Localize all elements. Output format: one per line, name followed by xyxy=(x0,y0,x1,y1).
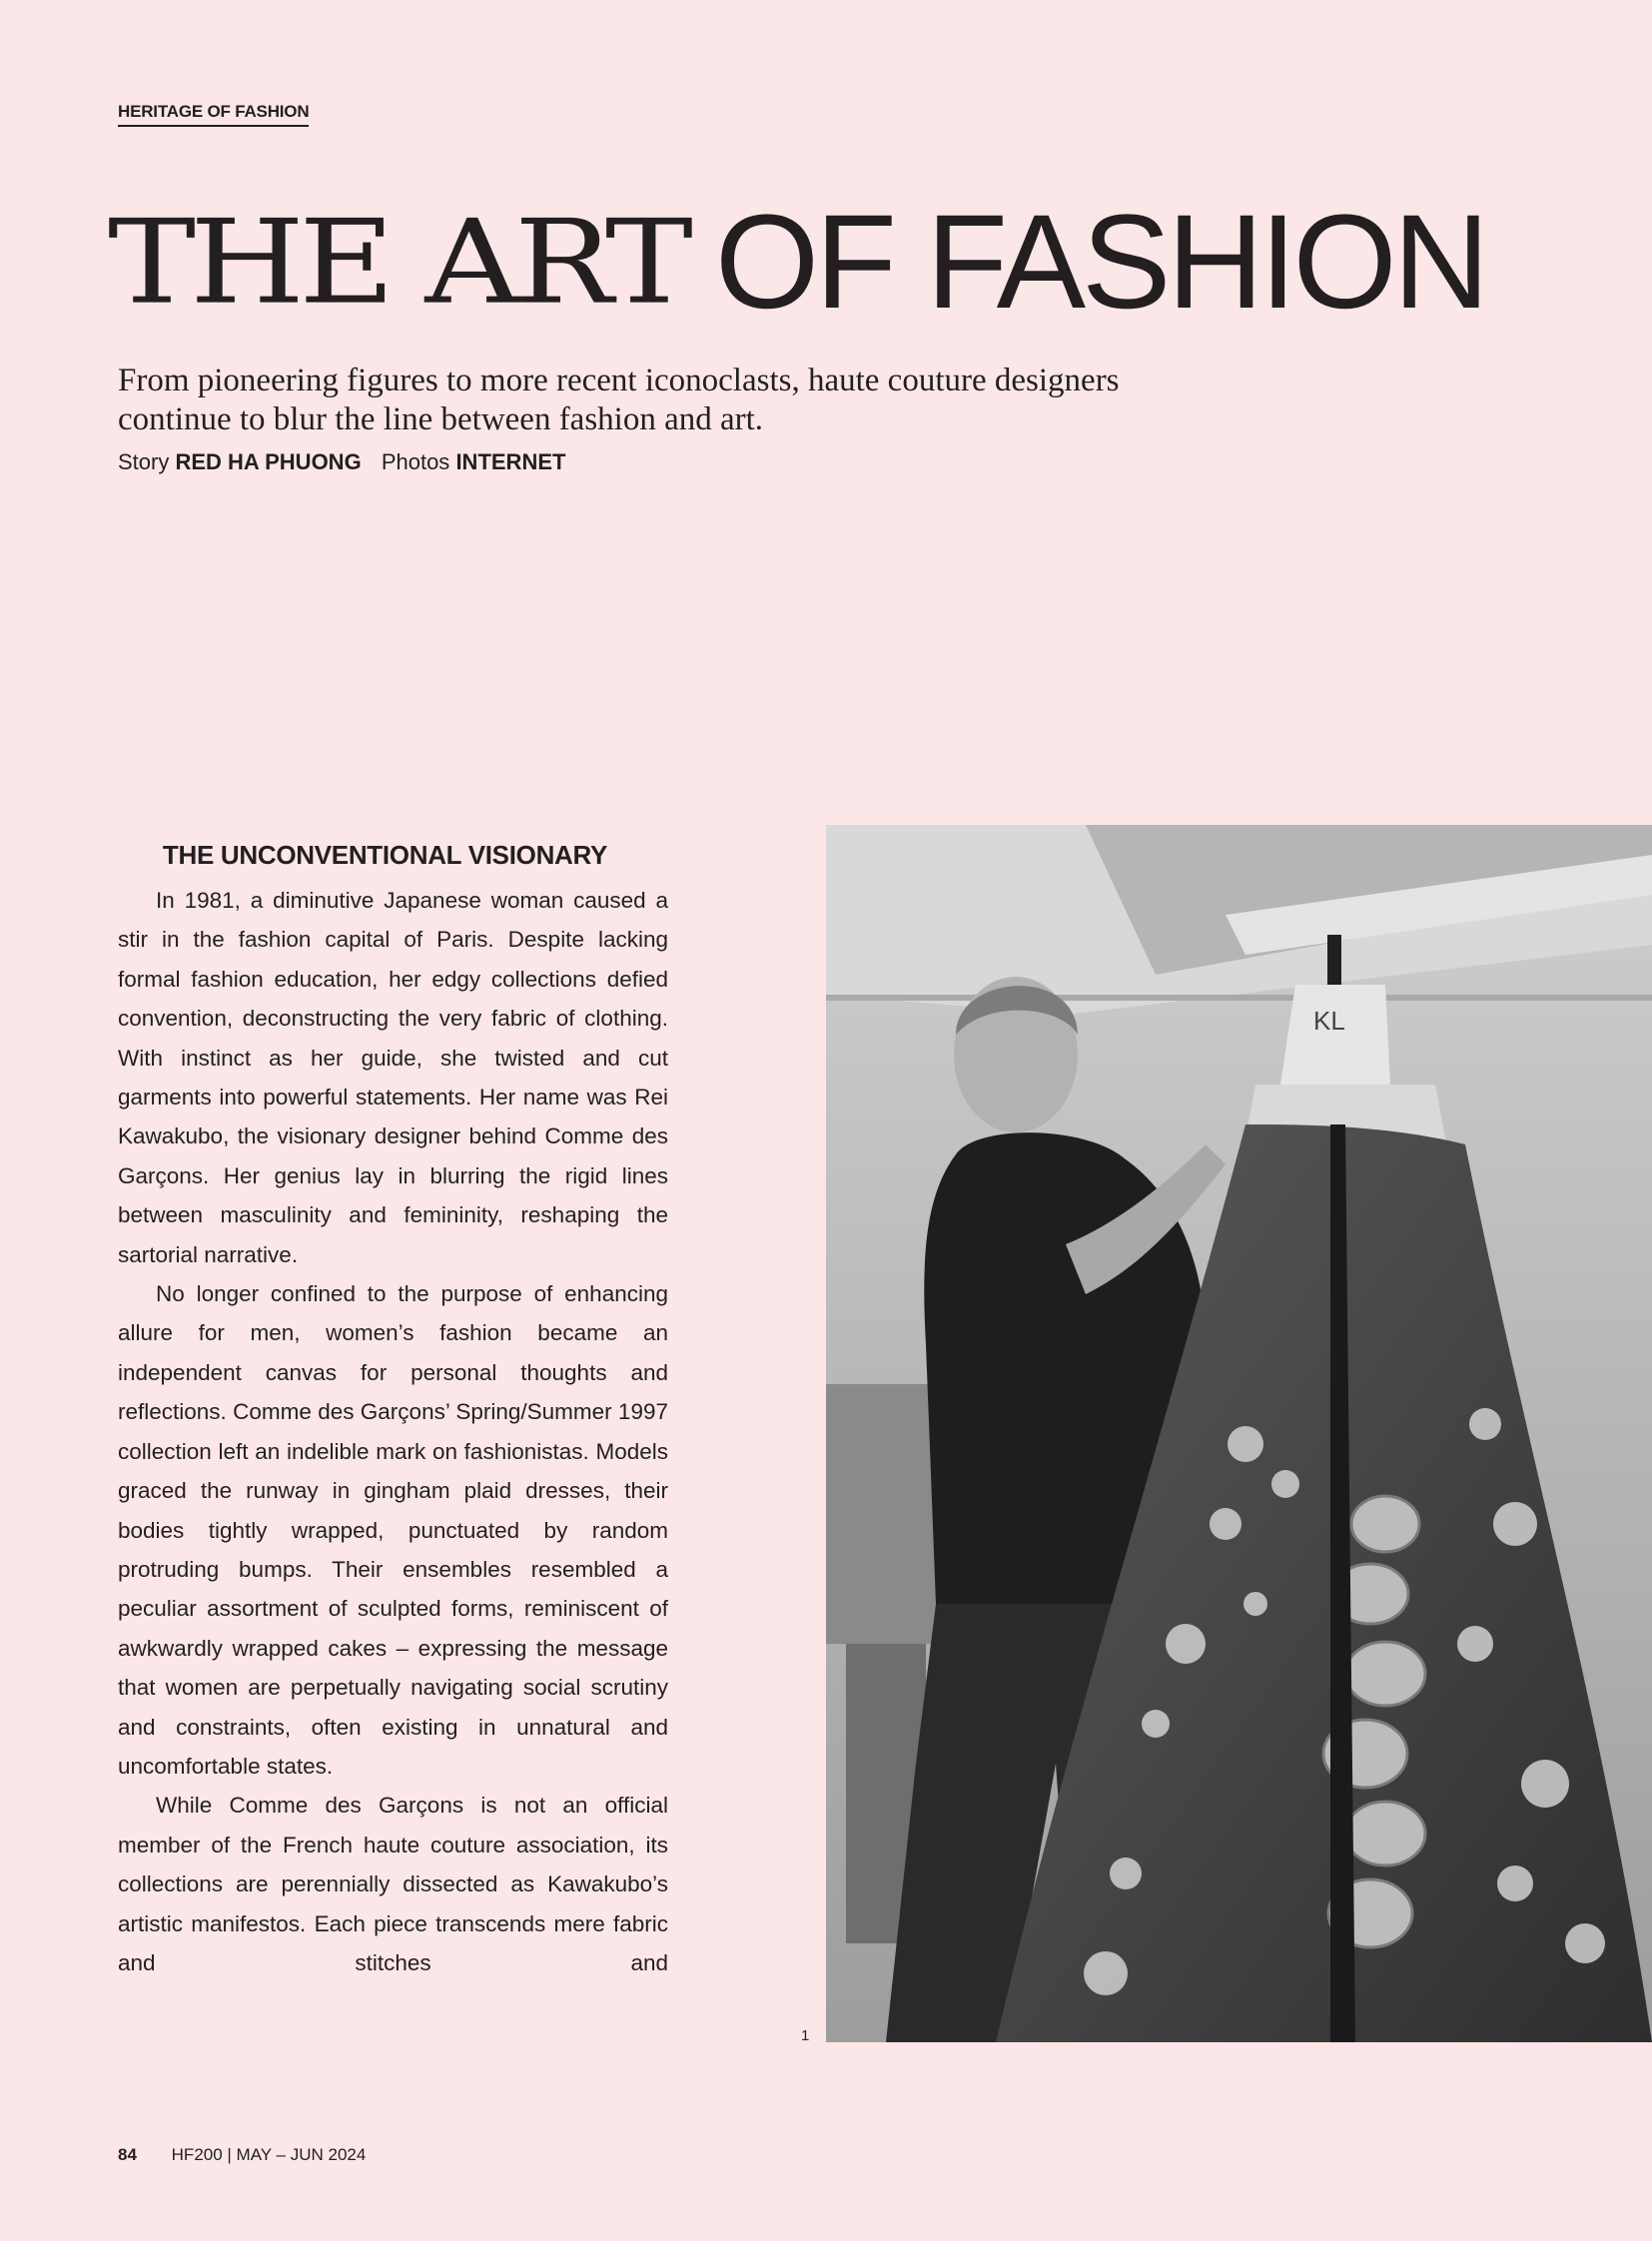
page-footer xyxy=(118,2145,366,2165)
story-label: Story xyxy=(118,449,170,474)
story-author: RED HA PHUONG xyxy=(175,449,362,474)
mannequin-tag: KL xyxy=(1313,1006,1345,1036)
page-number: 84 xyxy=(118,2145,137,2164)
photos-credit: INTERNET xyxy=(455,449,566,474)
article-paragraph: No longer confined to the purpose of enhancing allure for men, women’s fashion became an independent canvas for personal thoughts and reflections. Comme des Garçons’ Spring/Summer 1997 collection left an indelible mark on fashionistas. Models graced the runway in gingham plaid dresses, their bodies tightly wrapped, punctuated by random protruding bumps. Their ensembles resembled a peculiar assortment of sculpted forms, reminiscent of awkwardly wrapped cakes – expressing the message that women are perpetually navigating social scrutiny and constraints, often existing in unnatural and uncomfortable states. xyxy=(118,1281,668,1779)
byline xyxy=(118,449,565,475)
issue-info: HF200 | MAY – JUN 2024 xyxy=(171,2145,367,2164)
headline-sans-part: OF FASHION xyxy=(714,188,1486,337)
article-column xyxy=(118,835,668,1982)
article-photo xyxy=(826,825,1652,2042)
article-paragraph: While Comme des Garçons is not an official member of the French haute couture association, its collections are perennially dissected as Kawakubo’s artistic manifestos. Each piece transcends mere fabric and stitches and xyxy=(118,1793,668,1975)
article-paragraph: In 1981, a diminutive Japanese woman caused a stir in the fashion capital of Paris. Despite lacking formal fashion education, her edgy collections defied convention, deconstructing the very fabric of clothing. With instinct as her guide, she twisted and cut garments into powerful statements. Her name was Rei Kawakubo, the visionary designer behind Comme des Garçons. Her genius lay in blurring the rigid lines between masculinity and femininity, reshaping the sartorial narrative. xyxy=(118,888,668,1267)
designer-mannequin-illustration xyxy=(826,825,1652,2042)
article-subhead: THE UNCONVENTIONAL VISIONARY xyxy=(162,840,608,870)
photos-label: Photos xyxy=(381,449,450,474)
page-title xyxy=(108,188,1486,337)
headline-serif-part: THE ART xyxy=(108,195,687,331)
section-tag: HERITAGE OF FASHION xyxy=(118,102,309,127)
photo-caption-number: 1 xyxy=(801,2027,810,2044)
standfirst: From pioneering figures to more recent iconoclasts, haute couture designers continue to blur the line between fashion and art. xyxy=(118,363,1120,437)
